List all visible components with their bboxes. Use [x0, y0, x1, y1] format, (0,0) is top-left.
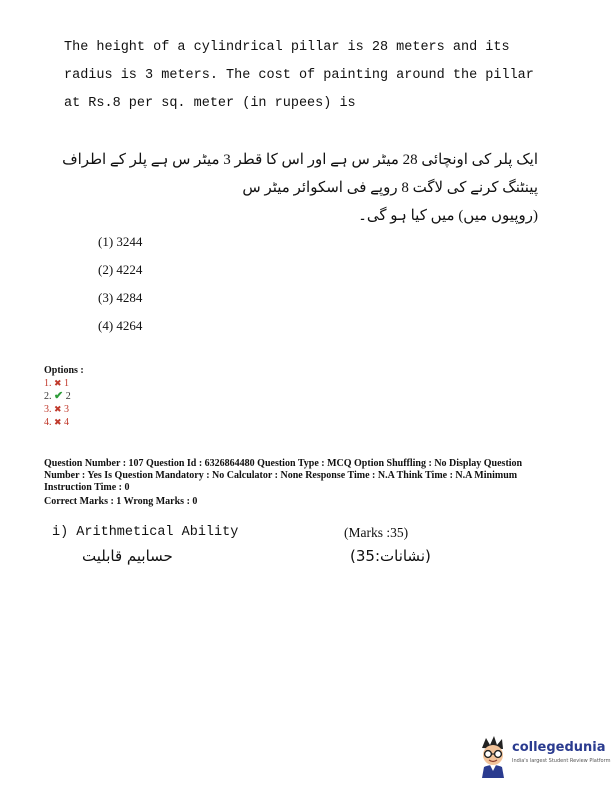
section-marks: (Marks :35) [344, 525, 409, 540]
section-title-urdu: حسابیم قابلیت [82, 547, 173, 565]
question-meta-line: Question Number : 107 Question Id : 6326864480 Question Type : MCQ Option Shuffling : No Display Question Number : Yes Is Question Mandatory : No Calculator : None Response Time : N.A Think Time : N.A Minimum Instruction Time : 0 [44, 458, 523, 493]
check-icon: ✔ [54, 390, 64, 402]
answer-row-number: 1. [44, 378, 52, 389]
answer-row-number: 4. [44, 417, 52, 428]
answer-row-value: 3 [64, 404, 70, 415]
question-text-english: The height of a cylindrical pillar is 28 meters and its radius is 3 meters. The cost of painting around the pillar at Rs.8 per sq. meter (in rupees) is [64, 40, 534, 111]
answer-row-value: 2 [65, 391, 71, 402]
question-options-list [98, 228, 142, 340]
section-marks-urdu: (35:نشانات) [350, 547, 431, 565]
answer-row-number: 3. [44, 404, 52, 415]
section-title: i) Arithmetical Ability [52, 525, 239, 540]
question-meta [44, 458, 554, 508]
mascot-icon [476, 734, 510, 778]
answer-row-number: 2. [44, 391, 52, 402]
option-4: (4) 4264 [98, 318, 143, 333]
answer-options-title: Options : [44, 365, 84, 376]
answer-row-value: 1 [64, 378, 70, 389]
answer-row-1 [44, 377, 84, 390]
cross-icon: ✖ [54, 378, 62, 388]
cross-icon: ✖ [54, 404, 62, 414]
answer-options-block [44, 364, 84, 429]
collegedunia-logo [476, 734, 611, 780]
logo-brand: collegedunia [512, 740, 606, 755]
question-urdu-line-2: (روپیوں میں) میں کیا ہو گی۔ [358, 208, 538, 224]
answer-row-2 [44, 390, 84, 403]
question-urdu-line-1: ایک پلر کی اونچائی 28 میٹر س ہے اور اس کا قطر 3 میٹر س ہے پلر کے اطراف پینٹنگ کرنے کی لاگت 8 روپے فی اسکوائر میٹر س [62, 152, 538, 196]
answer-row-4 [44, 416, 84, 429]
option-3: (3) 4284 [98, 290, 143, 305]
question-marks: Correct Marks : 1 Wrong Marks : 0 [44, 496, 198, 507]
option-1: (1) 3244 [98, 234, 143, 249]
answer-row-3 [44, 403, 84, 416]
logo-tagline: India's largest Student Review Platform [512, 758, 611, 764]
question-text-urdu [58, 146, 538, 230]
cross-icon: ✖ [54, 417, 62, 427]
answer-row-value: 4 [64, 417, 70, 428]
option-2: (2) 4224 [98, 262, 143, 277]
